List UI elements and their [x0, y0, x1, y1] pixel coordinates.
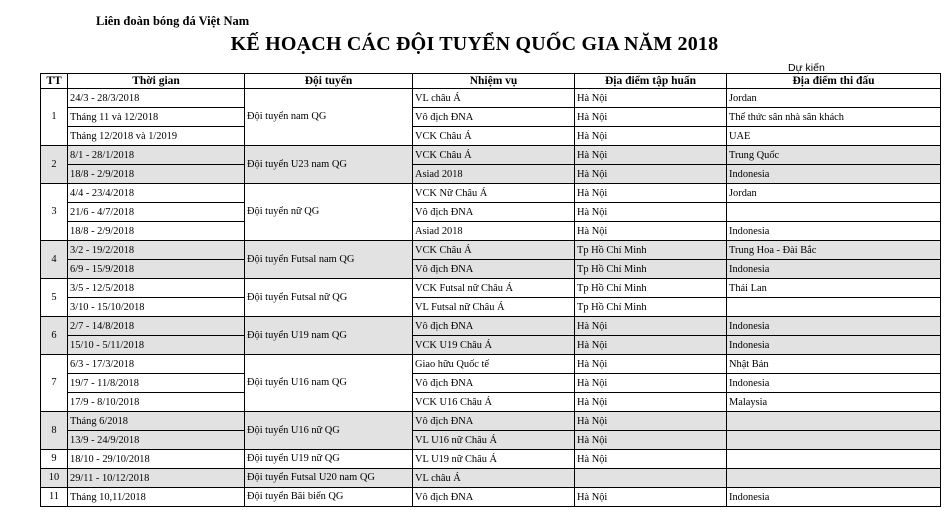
- cell-task: Vô địch ĐNA: [413, 317, 575, 336]
- table-row: [41, 89, 941, 108]
- cell-team: Đội tuyển nam QG: [245, 89, 413, 146]
- table-row: [41, 203, 941, 222]
- table-row: [41, 108, 941, 127]
- cell-task: Vô địch ĐNA: [413, 374, 575, 393]
- table-row: [41, 279, 941, 298]
- cell-task: Vô địch ĐNA: [413, 203, 575, 222]
- cell-training-venue: Hà Nội: [575, 127, 727, 146]
- table-row: [41, 374, 941, 393]
- cell-match-venue: Nhật Bản: [727, 355, 941, 374]
- cell-time: 2/7 - 14/8/2018: [68, 317, 245, 336]
- table-row: [41, 146, 941, 165]
- cell-task: VL U16 nữ Châu Á: [413, 431, 575, 450]
- organization-name: Liên đoàn bóng đá Việt Nam: [96, 14, 250, 28]
- cell-team: Đội tuyển Futsal U20 nam QG: [245, 469, 413, 488]
- cell-tt: 8: [41, 412, 68, 450]
- table-row: [41, 222, 941, 241]
- cell-match-venue: UAE: [727, 127, 941, 146]
- cell-training-venue: Hà Nội: [575, 355, 727, 374]
- cell-tt: 7: [41, 355, 68, 412]
- cell-training-venue: Hà Nội: [575, 431, 727, 450]
- cell-time: 6/3 - 17/3/2018: [68, 355, 245, 374]
- cell-team: Đội tuyển U16 nữ QG: [245, 412, 413, 450]
- cell-match-venue: Trung Hoa - Đài Bắc: [727, 241, 941, 260]
- table-row: [41, 241, 941, 260]
- cell-match-venue: [727, 469, 941, 488]
- cell-match-venue: [727, 450, 941, 469]
- cell-tt: 4: [41, 241, 68, 279]
- cell-match-venue: Thái Lan: [727, 279, 941, 298]
- cell-training-venue: Hà Nội: [575, 146, 727, 165]
- cell-training-venue: Hà Nội: [575, 165, 727, 184]
- cell-time: 18/10 - 29/10/2018: [68, 450, 245, 469]
- cell-time: 19/7 - 11/8/2018: [68, 374, 245, 393]
- cell-tt: 6: [41, 317, 68, 355]
- cell-match-venue: Indonesia: [727, 317, 941, 336]
- cell-team: Đội tuyển U19 nữ QG: [245, 450, 413, 469]
- cell-tt: 11: [41, 488, 68, 507]
- cell-match-venue: Jordan: [727, 184, 941, 203]
- document-title: KẾ HOẠCH CÁC ĐỘI TUYỂN QUỐC GIA NĂM 2018: [230, 33, 719, 55]
- cell-training-venue: Hà Nội: [575, 488, 727, 507]
- cell-task: Vô địch ĐNA: [413, 108, 575, 127]
- table-row: [41, 488, 941, 507]
- cell-task: Asiad 2018: [413, 165, 575, 184]
- table-body: [41, 89, 941, 507]
- cell-match-venue: Trung Quốc: [727, 146, 941, 165]
- cell-team: Đội tuyển U19 nam QG: [245, 317, 413, 355]
- cell-team: Đội tuyển Futsal nữ QG: [245, 279, 413, 317]
- cell-match-venue: Indonesia: [727, 374, 941, 393]
- cell-training-venue: Hà Nội: [575, 336, 727, 355]
- column-header-tt: TT: [41, 74, 68, 89]
- cell-time: 3/10 - 15/10/2018: [68, 298, 245, 317]
- cell-training-venue: Hà Nội: [575, 222, 727, 241]
- column-header-team: Đội tuyển: [245, 74, 413, 89]
- cell-time: Tháng 12/2018 và 1/2019: [68, 127, 245, 146]
- cell-time: 24/3 - 28/3/2018: [68, 89, 245, 108]
- cell-task: VCK U16 Châu Á: [413, 393, 575, 412]
- cell-training-venue: [575, 469, 727, 488]
- table-row: [41, 165, 941, 184]
- cell-task: Vô địch ĐNA: [413, 260, 575, 279]
- table-row: [41, 355, 941, 374]
- cell-match-venue: [727, 431, 941, 450]
- cell-tt: 9: [41, 450, 68, 469]
- cell-training-venue: Hà Nội: [575, 108, 727, 127]
- cell-match-venue: Malaysia: [727, 393, 941, 412]
- cell-match-venue: [727, 298, 941, 317]
- cell-training-venue: Hà Nội: [575, 203, 727, 222]
- cell-match-venue: Thể thức sân nhà sân khách: [727, 108, 941, 127]
- column-header-match-venue: Địa điểm thi đấu: [727, 74, 941, 89]
- cell-match-venue: [727, 203, 941, 222]
- cell-time: 29/11 - 10/12/2018: [68, 469, 245, 488]
- cell-training-venue: Hà Nội: [575, 89, 727, 108]
- table-row: [41, 317, 941, 336]
- cell-time: 4/4 - 23/4/2018: [68, 184, 245, 203]
- cell-training-venue: Tp Hồ Chí Minh: [575, 241, 727, 260]
- cell-time: 18/8 - 2/9/2018: [68, 165, 245, 184]
- cell-time: 15/10 - 5/11/2018: [68, 336, 245, 355]
- cell-training-venue: Hà Nội: [575, 412, 727, 431]
- cell-tt: 3: [41, 184, 68, 241]
- table-row: [41, 431, 941, 450]
- cell-training-venue: Hà Nội: [575, 450, 727, 469]
- cell-tt: 2: [41, 146, 68, 184]
- cell-training-venue: Tp Hồ Chí Minh: [575, 279, 727, 298]
- cell-task: Vô địch ĐNA: [413, 488, 575, 507]
- cell-time: 3/2 - 19/2/2018: [68, 241, 245, 260]
- table-row: [41, 260, 941, 279]
- cell-training-venue: Tp Hồ Chí Minh: [575, 260, 727, 279]
- cell-time: 3/5 - 12/5/2018: [68, 279, 245, 298]
- table-row: [41, 184, 941, 203]
- cell-team: Đội tuyển Futsal nam QG: [245, 241, 413, 279]
- cell-time: Tháng 6/2018: [68, 412, 245, 431]
- table-row: [41, 336, 941, 355]
- cell-task: VL Futsal nữ Châu Á: [413, 298, 575, 317]
- cell-team: Đội tuyển U16 nam QG: [245, 355, 413, 412]
- table-row: [41, 393, 941, 412]
- cell-time: 13/9 - 24/9/2018: [68, 431, 245, 450]
- cell-task: VL U19 nữ Châu Á: [413, 450, 575, 469]
- column-header-training-venue: Địa điểm tập huấn: [575, 74, 727, 89]
- cell-time: Tháng 10,11/2018: [68, 488, 245, 507]
- cell-time: 17/9 - 8/10/2018: [68, 393, 245, 412]
- cell-task: VCK Châu Á: [413, 127, 575, 146]
- cell-time: 18/8 - 2/9/2018: [68, 222, 245, 241]
- cell-time: 6/9 - 15/9/2018: [68, 260, 245, 279]
- schedule-table: [40, 73, 941, 507]
- cell-task: Vô địch ĐNA: [413, 412, 575, 431]
- cell-match-venue: [727, 412, 941, 431]
- table-row: [41, 127, 941, 146]
- cell-team: Đội tuyển U23 nam QG: [245, 146, 413, 184]
- cell-team: Đội tuyển Bãi biển QG: [245, 488, 413, 507]
- table-row: [41, 412, 941, 431]
- cell-training-venue: Hà Nội: [575, 317, 727, 336]
- table-row: [41, 450, 941, 469]
- table-row: [41, 298, 941, 317]
- cell-time: Tháng 11 và 12/2018: [68, 108, 245, 127]
- cell-tt: 5: [41, 279, 68, 317]
- cell-task: Giao hữu Quốc tế: [413, 355, 575, 374]
- cell-match-venue: Indonesia: [727, 260, 941, 279]
- table-row: [41, 469, 941, 488]
- cell-task: VL châu Á: [413, 469, 575, 488]
- cell-task: VL châu Á: [413, 89, 575, 108]
- cell-training-venue: Tp Hồ Chí Minh: [575, 298, 727, 317]
- cell-time: 21/6 - 4/7/2018: [68, 203, 245, 222]
- table-header-row: [41, 74, 941, 89]
- cell-match-venue: Jordan: [727, 89, 941, 108]
- cell-match-venue: Indonesia: [727, 165, 941, 184]
- cell-training-venue: Hà Nội: [575, 393, 727, 412]
- cell-task: VCK Futsal nữ Châu Á: [413, 279, 575, 298]
- tentative-note: Dự kiến: [788, 62, 825, 74]
- cell-task: VCK Châu Á: [413, 146, 575, 165]
- cell-team: Đội tuyển nữ QG: [245, 184, 413, 241]
- cell-match-venue: Indonesia: [727, 222, 941, 241]
- cell-training-venue: Hà Nội: [575, 374, 727, 393]
- cell-tt: 10: [41, 469, 68, 488]
- cell-tt: 1: [41, 89, 68, 146]
- cell-time: 8/1 - 28/1/2018: [68, 146, 245, 165]
- cell-match-venue: Indonesia: [727, 336, 941, 355]
- column-header-task: Nhiệm vụ: [413, 74, 575, 89]
- cell-task: VCK Châu Á: [413, 241, 575, 260]
- cell-match-venue: Indonesia: [727, 488, 941, 507]
- cell-training-venue: Hà Nội: [575, 184, 727, 203]
- column-header-time: Thời gian: [68, 74, 245, 89]
- cell-task: VCK Nữ Châu Á: [413, 184, 575, 203]
- cell-task: Asiad 2018: [413, 222, 575, 241]
- cell-task: VCK U19 Châu Á: [413, 336, 575, 355]
